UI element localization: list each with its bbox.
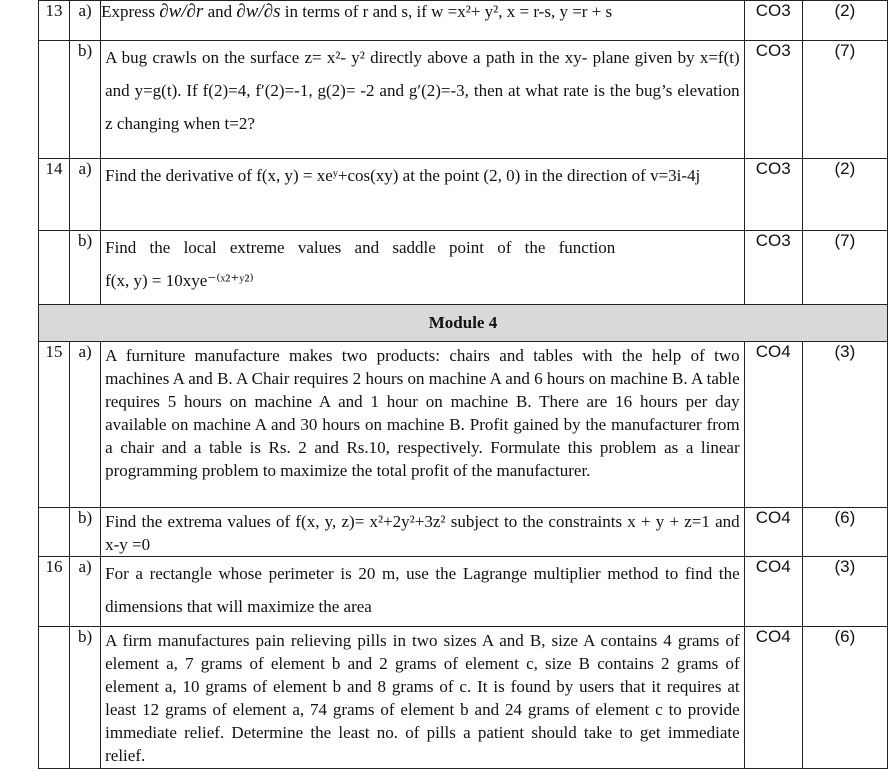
part-label: b): [70, 508, 101, 557]
part-label: a): [70, 159, 101, 231]
marks: (2): [802, 1, 887, 41]
course-outcome: CO3: [744, 159, 802, 231]
question-table: [38, 0, 888, 769]
course-outcome: CO4: [744, 342, 802, 508]
course-outcome: CO4: [744, 508, 802, 557]
part-label: b): [70, 627, 101, 769]
question-row: [39, 231, 888, 305]
question-row: [39, 508, 888, 557]
question-text: A bug crawls on the surface z= x²- y² directly above a path in the xy- plane given by x=f(t) and y=g(t). If f(2)=4, f′(2)=-1, g(2)= -2 and g′(2)=-3, then at what rate is the bug’s elevation z changing when t=2?: [101, 41, 745, 159]
course-outcome: CO4: [744, 627, 802, 769]
part-label: b): [70, 231, 101, 305]
course-outcome: CO3: [744, 231, 802, 305]
part-label: a): [70, 1, 101, 41]
question-text: Find the extrema values of f(x, y, z)= x²+2y²+3z² subject to the constraints x + y + z=1 and x-y =0: [101, 508, 745, 557]
course-outcome: CO3: [744, 41, 802, 159]
module-title: Module 4: [39, 305, 888, 342]
question-number: 13: [39, 1, 70, 41]
question-row: [39, 342, 888, 508]
question-text: Find the local extreme values and saddle point of the function f(x, y) = 10xye⁻⁽ˣ²⁺ʸ²⁾: [101, 231, 745, 305]
question-text: A firm manufactures pain relieving pills in two sizes A and B, size A contains 4 grams of element a, 7 grams of element b and 2 grams of element c, size B contains 2 grams of element a, 10 grams of element b and 8 grams of c. It is found by users that it requires at least 12 grams of element a, 74 grams of element b and 24 grams of element c to provide immediate relief. Determine the least no. of pills a patient should take to get immediate relief.: [101, 627, 745, 769]
question-row: [39, 627, 888, 769]
part-label: b): [70, 41, 101, 159]
question-row: [39, 41, 888, 159]
module-header-row: [39, 305, 888, 342]
marks: (3): [802, 342, 887, 508]
function-formula: f(x, y) = 10xye⁻⁽ˣ²⁺ʸ²⁾: [105, 271, 254, 290]
question-text: A furniture manufacture makes two products: chairs and tables with the help of two machines A and B. A Chair requires 2 hours on machine A and 6 hours on machine B. A table requires 5 hours on machine A and 1 hour on machine B. There are 16 hours per day available on machine A and 30 hours on machine B. Profit gained by the manufacturer from a chair and a table is Rs. 2 and Rs.10, respectively. Formulate this problem as a linear programming problem to maximize the total profit of the manufacturer.: [101, 342, 745, 508]
marks: (7): [802, 41, 887, 159]
partial-dw-ds: ∂w/∂s: [236, 1, 281, 22]
question-number: 15: [39, 342, 70, 508]
question-text: For a rectangle whose perimeter is 20 m, use the Lagrange multiplier method to find the dimensions that will maximize the area: [101, 557, 745, 627]
marks: (6): [802, 627, 887, 769]
marks: (2): [802, 159, 887, 231]
course-outcome: CO3: [744, 1, 802, 41]
marks: (3): [802, 557, 887, 627]
question-text: Find the derivative of f(x, y) = xeʸ+cos(xy) at the point (2, 0) in the direction of v=3i-4j: [101, 159, 745, 231]
course-outcome: CO4: [744, 557, 802, 627]
question-row: [39, 1, 888, 41]
partial-dw-dr: ∂w/∂r: [159, 1, 204, 22]
marks: (6): [802, 508, 887, 557]
question-row: [39, 159, 888, 231]
question-number: 16: [39, 557, 70, 627]
marks: (7): [802, 231, 887, 305]
part-label: a): [70, 342, 101, 508]
part-label: a): [70, 557, 101, 627]
question-text: Express ∂w/∂r and ∂w/∂s in terms of r and s, if w =x²+ y², x = r-s, y =r + s: [101, 1, 745, 41]
question-number: 14: [39, 159, 70, 231]
question-row: [39, 557, 888, 627]
